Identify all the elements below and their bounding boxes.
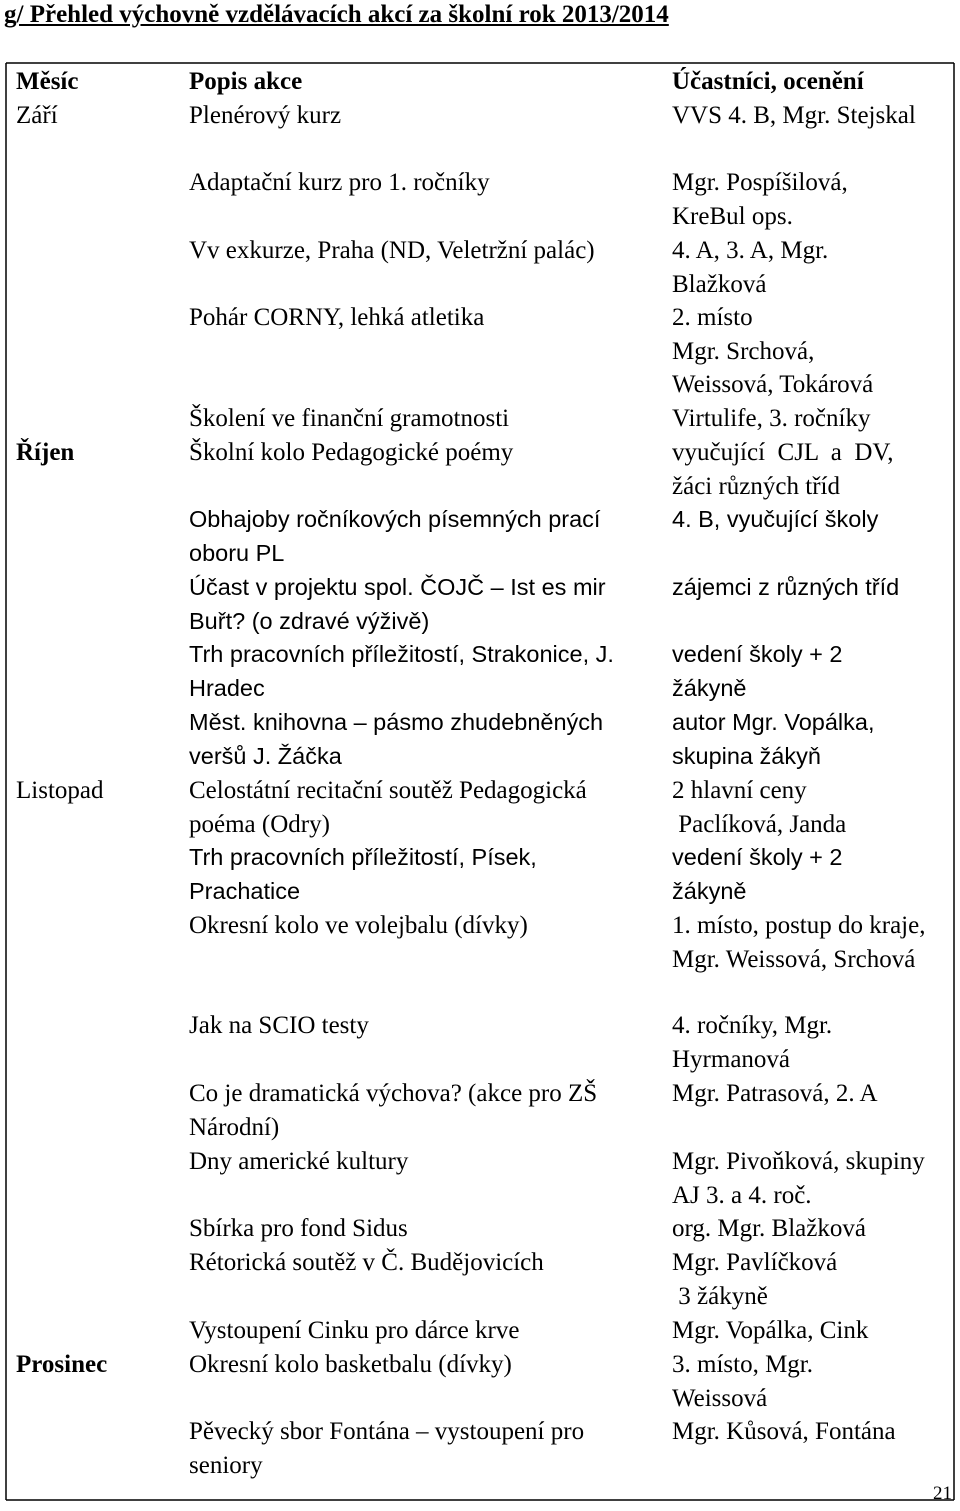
event-description: Rétorická soutěž v Č. Budějovicích: [189, 1249, 544, 1276]
event-participants: 1. místo, postup do kraje, Mgr. Weissová, Srchová: [672, 912, 926, 973]
event-participants: Mgr. Kůsová, Fontána: [672, 1418, 896, 1445]
event-participants: vedení školy + 2 žákyně: [672, 641, 843, 701]
event-participants: Mgr. Vopálka, Cink: [672, 1317, 869, 1344]
event-description: Jak na SCIO testy: [189, 1012, 369, 1039]
event-participants: 3. místo, Mgr. Weissová: [672, 1351, 813, 1412]
event-participants: 2. místo Mgr. Srchová, Weissová, Tokárová: [672, 304, 874, 399]
event-description: Školení ve finanční gramotnosti: [189, 405, 510, 432]
month-label: Září: [16, 102, 58, 129]
event-participants: vyučující CJL a DV, žáci různých tříd: [672, 439, 894, 500]
event-description: Školní kolo Pedagogické poémy: [189, 439, 514, 466]
event-description: Pěvecký sbor Fontána – vystoupení pro seniory: [189, 1418, 585, 1479]
event-participants: Mgr. Patrasová, 2. A: [672, 1080, 878, 1107]
event-participants: Virtulife, 3. ročníky: [672, 405, 871, 432]
column-header-month: Měsíc: [16, 68, 79, 95]
month-label: Prosinec: [16, 1351, 108, 1378]
event-description: Vystoupení Cinku pro dárce krve: [189, 1317, 520, 1344]
event-description: Trh pracovních příležitostí, Strakonice, J. Hradec: [189, 641, 614, 701]
event-description: Měst. knihovna – pásmo zhudebněných veršů J. Žáčka: [189, 709, 604, 769]
event-participants: 4. B, vyučující školy: [672, 506, 879, 532]
column-header-description: Popis akce: [189, 68, 303, 95]
event-description: Trh pracovních příležitostí, Písek, Prachatice: [189, 844, 537, 904]
event-participants: autor Mgr. Vopálka, skupina žákyň: [672, 709, 875, 769]
column-header-participants: Účastníci, ocenění: [672, 68, 864, 95]
event-description: Okresní kolo basketbalu (dívky): [189, 1351, 512, 1378]
event-participants: zájemci z různých tříd: [672, 574, 900, 600]
event-description: Účast v projektu spol. ČOJČ – Ist es mir Buřt? (o zdravé výživě): [189, 574, 606, 634]
month-label: Listopad: [16, 777, 104, 804]
event-participants: vedení školy + 2 žákyně: [672, 844, 843, 904]
page-number: 21: [933, 1483, 952, 1504]
event-participants: 2 hlavní ceny Paclíková, Janda: [672, 777, 847, 838]
month-label: Říjen: [16, 439, 75, 466]
event-participants: 4. A, 3. A, Mgr. Blažková: [672, 237, 829, 298]
event-participants: Mgr. Pavlíčková 3 žákyně: [672, 1249, 838, 1310]
event-participants: Mgr. Pospíšilová, KreBul ops.: [672, 169, 848, 230]
event-description: Okresní kolo ve volejbalu (dívky): [189, 912, 528, 939]
event-description: Celostátní recitační soutěž Pedagogická poéma (Odry): [189, 777, 587, 838]
event-description: Adaptační kurz pro 1. ročníky: [189, 169, 490, 196]
event-participants: Mgr. Pivoňková, skupiny AJ 3. a 4. roč.: [672, 1148, 925, 1209]
event-description: Co je dramatická výchova? (akce pro ZŠ Národní): [189, 1080, 598, 1141]
event-description: Plenérový kurz: [189, 102, 342, 129]
event-description: Pohár CORNY, lehká atletika: [189, 304, 485, 331]
event-participants: VVS 4. B, Mgr. Stejskal: [672, 102, 916, 129]
event-participants: 4. ročníky, Mgr. Hyrmanová: [672, 1012, 833, 1073]
event-participants: org. Mgr. Blažková: [672, 1215, 866, 1242]
event-description: Vv exkurze, Praha (ND, Veletržní palác): [189, 237, 595, 264]
event-description: Sbírka pro fond Sidus: [189, 1215, 408, 1242]
event-description: Obhajoby ročníkových písemných prací oboru PL: [189, 506, 601, 566]
event-description: Dny americké kultury: [189, 1148, 409, 1175]
page-heading: g/ Přehled výchovně vzdělávacích akcí za školní rok 2013/2014: [4, 1, 669, 28]
